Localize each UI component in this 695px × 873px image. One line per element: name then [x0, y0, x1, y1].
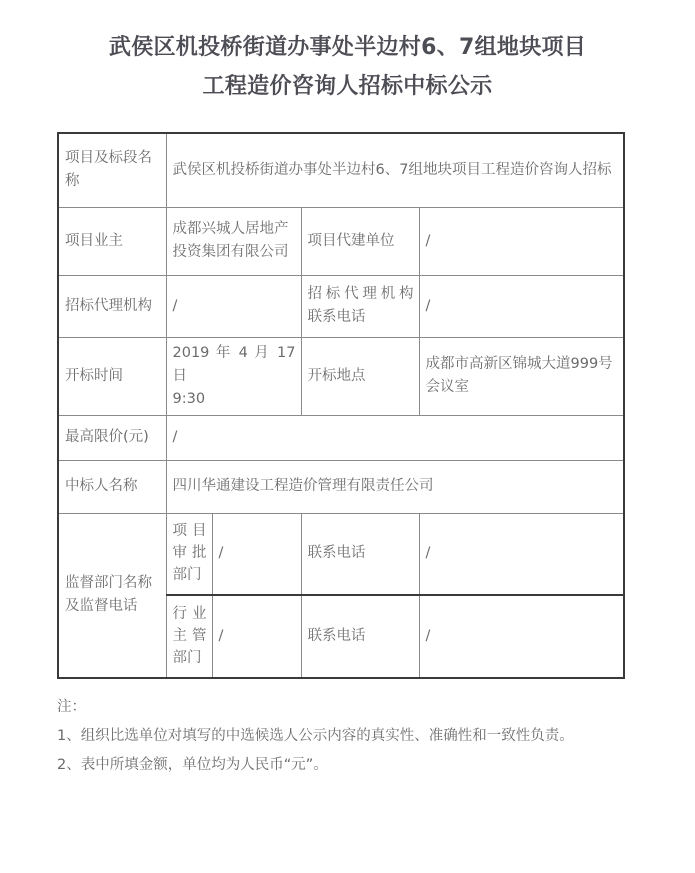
table-row-owner — [58, 207, 624, 275]
label-construction-agent: 项目代建单位 — [301, 207, 419, 275]
announcement-table — [57, 132, 625, 679]
value-industry-phone: / — [419, 595, 624, 678]
sublabel-approval-department: 项 目 审 批 部门 — [166, 513, 212, 595]
table-row-project-name — [58, 133, 624, 207]
notes-section — [57, 695, 639, 778]
value-agency: / — [166, 275, 301, 337]
label-bid-open-place: 开标地点 — [301, 337, 419, 415]
sublabel-industry-department: 行 业 主 管 部门 — [166, 595, 212, 678]
value-max-price: / — [166, 415, 624, 460]
value-approval-department: / — [212, 513, 301, 595]
value-bid-open-time: 2019 年 4 月 17 日 9:30 — [166, 337, 301, 415]
value-project-name: 武侯区机投桥街道办事处半边村6、7组地块项目工程造价咨询人招标 — [166, 133, 624, 207]
label-agency: 招标代理机构 — [58, 275, 166, 337]
label-agency-phone: 招标代理机构 联系电话 — [301, 275, 419, 337]
label-supervision: 监督部门名称 及监督电话 — [58, 513, 166, 678]
value-approval-phone: / — [419, 513, 624, 595]
label-bid-open-time: 开标时间 — [58, 337, 166, 415]
label-owner: 项目业主 — [58, 207, 166, 275]
notes-heading: 注： — [57, 699, 86, 715]
document-title — [0, 0, 695, 106]
title-line-2: 工程造价咨询人招标中标公示 — [202, 74, 493, 99]
label-winner: 中标人名称 — [58, 460, 166, 513]
label-max-price: 最高限价(元) — [58, 415, 166, 460]
table-row-agency — [58, 275, 624, 337]
label-industry-phone: 联系电话 — [301, 595, 419, 678]
table-row-winner — [58, 460, 624, 513]
table-row-supervision-approval — [58, 513, 624, 595]
value-owner: 成都兴城人居地产投资集团有限公司 — [166, 207, 301, 275]
value-construction-agent: / — [419, 207, 624, 275]
value-agency-phone: / — [419, 275, 624, 337]
title-line-1: 武侯区机投桥街道办事处半边村6、7组地块项目 — [108, 35, 587, 60]
value-bid-open-place: 成都市高新区锦城大道999号会议室 — [419, 337, 624, 415]
table-row-max-price — [58, 415, 624, 460]
announcement-table-wrapper — [57, 132, 623, 679]
table-row-bid-open — [58, 337, 624, 415]
label-approval-phone: 联系电话 — [301, 513, 419, 595]
value-winner: 四川华通建设工程造价管理有限责任公司 — [166, 460, 624, 513]
label-project-name: 项目及标段名称 — [58, 133, 166, 207]
note-item-1: 1、组织比选单位对填写的中选候选人公示内容的真实性、准确性和一致性负责。 — [57, 728, 574, 744]
note-item-2: 2、表中所填金额，单位均为人民币“元”。 — [57, 757, 328, 773]
value-industry-department: / — [212, 595, 301, 678]
